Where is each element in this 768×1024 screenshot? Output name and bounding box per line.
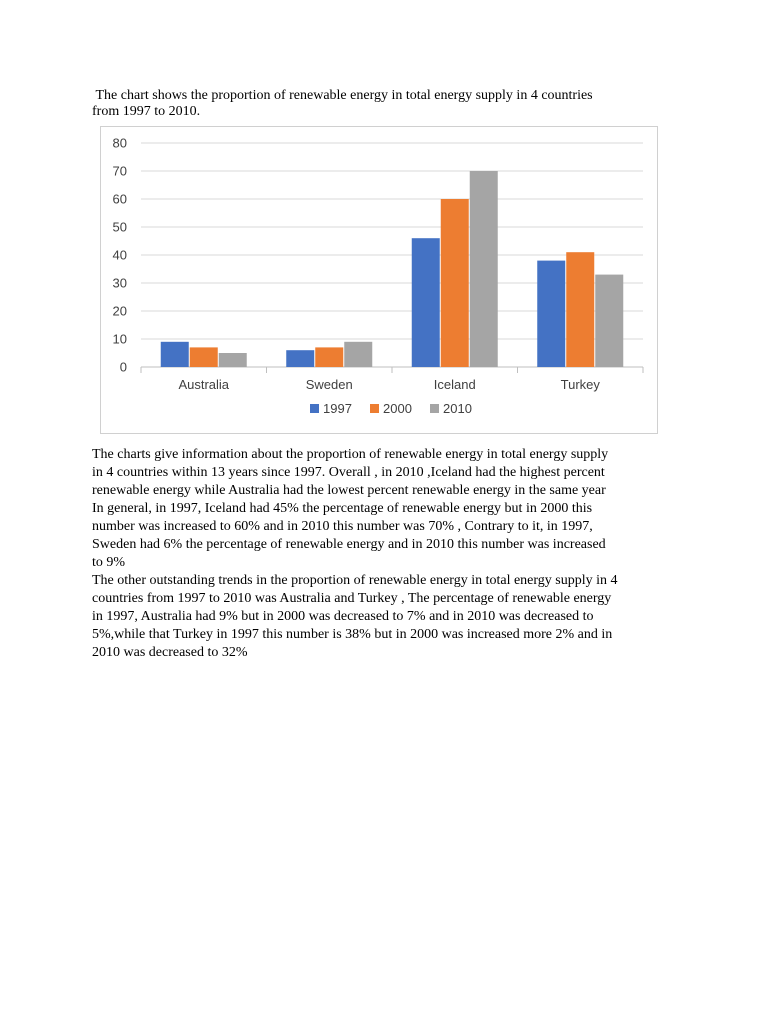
paragraph-2: The other outstanding trends in the proportion of renewable energy in total energy supply in 4 countries from 1997 to 2010 was Australia and Turkey , The percentage of renewable energy in 1997, Australia had 9% but in 2000 was decreased to 7% and in 2010 was decreased to 5%,while that Turkey in 1997 this number is 38% but in 2000 was increased more 2% and in 2010 was decreased to 32%	[92, 573, 618, 660]
y-tick-label: 50	[112, 219, 127, 235]
bar	[595, 275, 623, 367]
bar	[412, 238, 440, 367]
bar	[190, 347, 218, 367]
chart-canvas	[101, 127, 657, 433]
bar	[441, 199, 469, 367]
y-tick-label: 30	[112, 275, 127, 291]
x-tick-label: Iceland	[433, 377, 476, 392]
legend-swatch	[310, 404, 319, 413]
legend-label: 1997	[323, 401, 352, 416]
y-tick-label: 20	[112, 303, 127, 319]
legend-label: 2010	[443, 401, 472, 416]
legend-label: 2000	[383, 401, 412, 416]
bar	[344, 342, 372, 367]
y-tick-label: 0	[119, 359, 127, 375]
bar	[470, 171, 498, 367]
x-tick-label: Australia	[178, 377, 230, 392]
bar	[286, 350, 314, 367]
x-tick-label: Sweden	[305, 377, 353, 392]
y-tick-label: 40	[112, 247, 127, 263]
body-text	[92, 446, 682, 662]
bar-chart	[100, 126, 658, 434]
bar	[315, 347, 343, 367]
bar	[566, 252, 594, 367]
bar	[537, 261, 565, 367]
x-tick-label: Turkey	[560, 377, 600, 392]
y-tick-label: 70	[112, 163, 127, 179]
bar	[161, 342, 189, 367]
y-tick-label: 10	[112, 331, 127, 347]
bar	[219, 353, 247, 367]
chart-caption: The chart shows the proportion of renewable energy in total energy supply in 4 countries from 1997 to 2010.	[92, 88, 593, 119]
legend-swatch	[370, 404, 379, 413]
legend-swatch	[430, 404, 439, 413]
paragraph-1: The charts give information about the proportion of renewable energy in total energy supply in 4 countries within 13 years since 1997. Overall , in 2010 ,Iceland had the highest percent renewable energy while Australia had the lowest percent renewable energy in the same year In general, in 1997, Iceland had 45% the percentage of renewable energy but in 2000 this number was increased to 60% and in 2010 this number was 70% , Contrary to it, in 1997, Sweden had 6% the percentage of renewable energy and in 2010 this number was increased to 9%	[92, 447, 609, 570]
y-tick-label: 80	[112, 135, 127, 151]
y-tick-label: 60	[112, 191, 127, 207]
